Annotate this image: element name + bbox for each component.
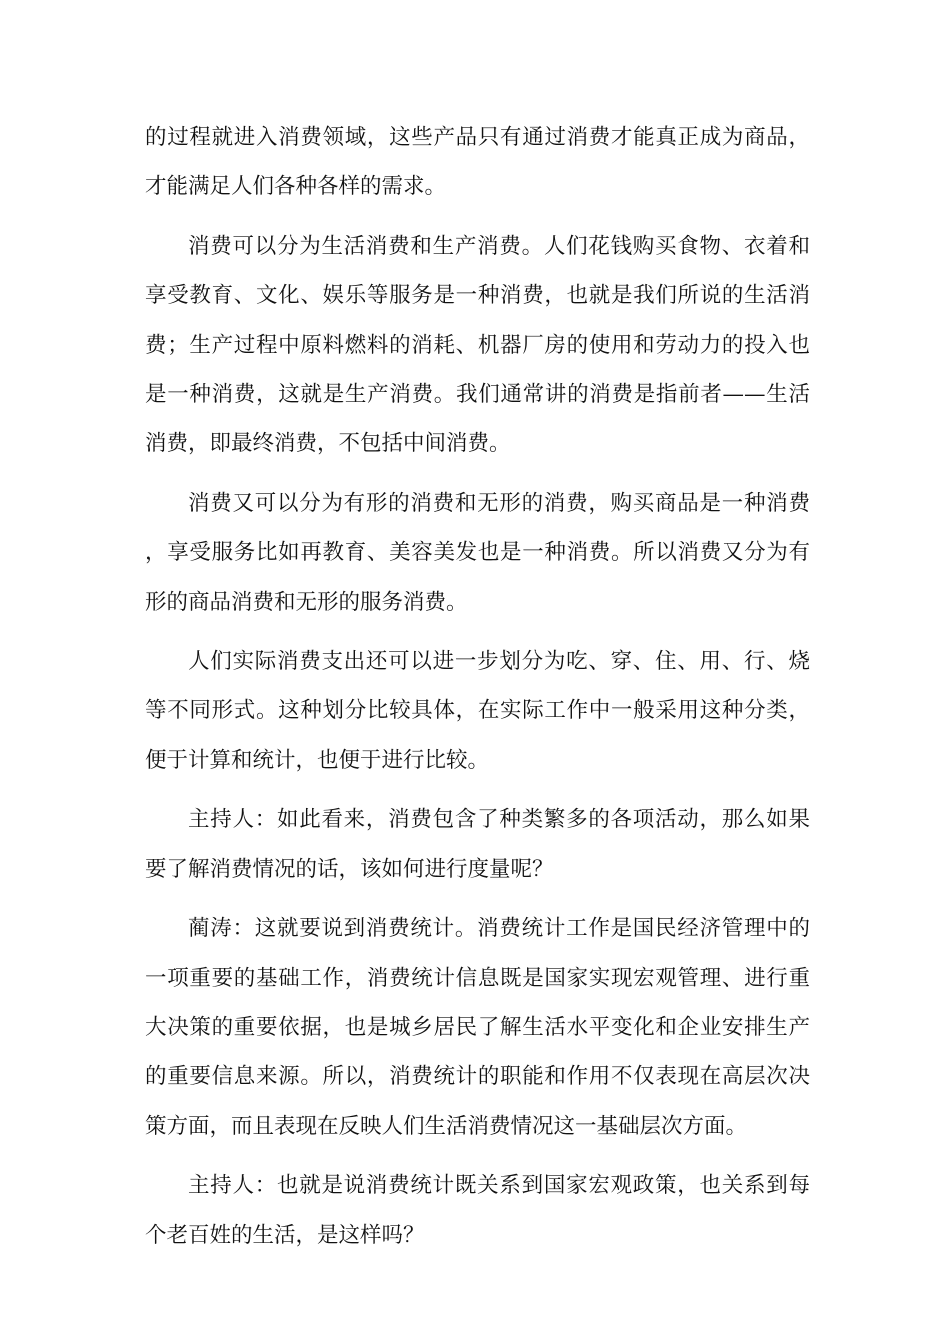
paragraph-host-question-2: 主持人：也就是说消费统计既关系到国家宏观政策，也关系到每个老百姓的生活，是这样吗？ (145, 1173, 810, 1248)
paragraph-consumption-types: 消费可以分为生活消费和生产消费。人们花钱购买食物、衣着和享受教育、文化、娱乐等服务是一种消费，也就是我们所说的生活消费；生产过程中原料燃料的消耗、机器厂房的使用和劳动力的投入也是一种消费，这就是生产消费。我们通常讲的消费是指前者——生活消费，即最终消费，不包括中间消费。 (145, 233, 810, 457)
paragraph-tangible-intangible: 消费又可以分为有形的消费和无形的消费，购买商品是一种消费，享受服务比如再教育、美容美发也是一种消费。所以消费又分为有形的商品消费和无形的服务消费。 (145, 490, 810, 615)
paragraph-expenditure-forms: 人们实际消费支出还可以进一步划分为吃、穿、住、用、行、烧等不同形式。这种划分比较具体，在实际工作中一般采用这种分类，便于计算和统计，也便于进行比较。 (145, 649, 810, 773)
document-page (145, 113, 810, 1270)
paragraph-continuation: 的过程就进入消费领域，这些产品只有通过消费才能真正成为商品，才能满足人们各种各样的需求。 (145, 125, 810, 200)
paragraph-host-question-1: 主持人：如此看来，消费包含了种类繁多的各项活动，那么如果要了解消费情况的话，该如何进行度量呢？ (145, 807, 810, 882)
paragraph-lin-tao-answer: 蔺涛：这就要说到消费统计。消费统计工作是国民经济管理中的一项重要的基础工作，消费统计信息既是国家实现宏观管理、进行重大决策的重要依据，也是城乡居民了解生活水平变化和企业安排生产的重要信息来源。所以，消费统计的职能和作用不仅表现在高层次决策方面，而且表现在反映人们生活消费情况这一基础层次方面。 (145, 916, 810, 1139)
